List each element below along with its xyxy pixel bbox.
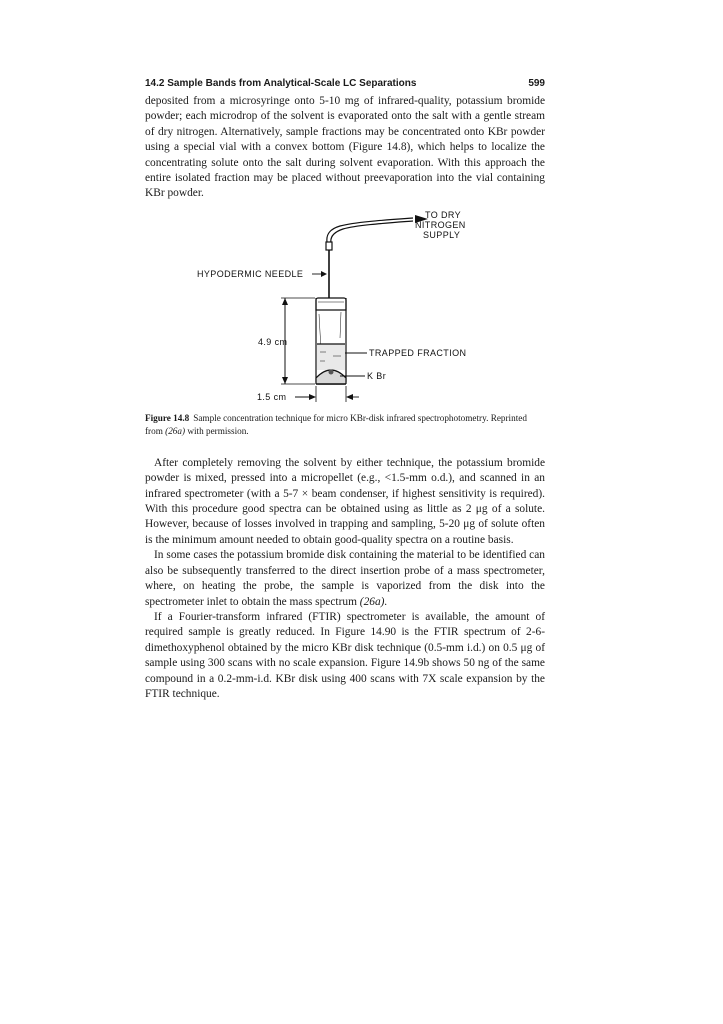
section-title: 14.2 Sample Bands from Analytical-Scale LC Separations [145, 78, 417, 89]
label-width: 1.5 cm [257, 391, 287, 402]
label-to-dry: TO DRY [425, 209, 462, 220]
paragraph-1: deposited from a microsyringe onto 5-10 mg of infrared-quality, potassium bromide powder; each microdrop of the solvent is evaporated onto the salt with a gentle stream of dry nitrogen. Alternatively, sample fractions may be concentrated onto KBr powder using a special vial with a convex bottom (Figure 14.8), which helps to localize the concentrating solute onto the salt during solvent evaporation. With this approach the entire isolated fraction may be placed without preevaporation into the vial containing KBr powder. [145, 95, 545, 200]
paragraph-3-reference: (26a). [359, 595, 388, 608]
caption-reference: (26a) [165, 425, 186, 436]
paragraph-2: After completely removing the solvent by either technique, the potassium bromide powder is mixed, pressed into a micropellet (e.g., <1.5-mm o.d.), and scanned in an infrared spectrometer (with a 5-7 × beam condenser, if highest sensitivity is required). With this procedure good spectra can be obtained using as little as 2 μg of a solute. However, because of losses involved in trapping and sampling, 5-20 μg of solute often is the minimum amount needed to obtain good-quality spectra on a routine basis. [145, 456, 545, 546]
trapped-fraction [317, 344, 345, 370]
kbr-powder [329, 369, 334, 374]
label-hypodermic-needle: HYPODERMIC NEEDLE [197, 268, 304, 279]
figure-caption [145, 412, 545, 438]
page [145, 78, 545, 702]
running-head [145, 78, 545, 89]
caption-tail: with permission. [185, 425, 249, 436]
label-supply: SUPPLY [423, 229, 461, 240]
label-nitrogen: NITROGEN [415, 219, 466, 230]
label-kbr: K Br [367, 370, 387, 381]
needle-hub [326, 242, 332, 250]
figure-14-8 [145, 210, 545, 408]
paragraph-3-text: In some cases the potassium bromide disk containing the material to be identified can also be subsequently transferred to the direct insertion probe of a mass spectrometer, where, on heating the probe, the sample is vaporized from the disk into the spectrometer inlet to obtain the mass spectrum [145, 549, 545, 608]
paragraph-4: If a Fourier-transform infrared (FTIR) spectrometer is available, the amount of required sample is greatly reduced. In Figure 14.90 is the FTIR spectrum of 2-6-dimethoxyphenol obtained by the micro KBr disk technique (0.5-mm i.d.) on 0.5 μg of sample using 300 scans with no scale expansion. Figure 14.9b shows 50 ng of the same compound in a 0.2-mm-i.d. KBr disk using 400 scans with 7X scale expansion by the FTIR technique. [145, 610, 545, 700]
caption-text: Sample concentration technique for micro KBr-disk infrared spectrophotometry. Reprinted from [145, 412, 527, 436]
label-height: 4.9 cm [258, 336, 288, 347]
paragraph-3 [145, 548, 545, 610]
page-number: 599 [528, 78, 545, 89]
label-trapped-fraction: TRAPPED FRACTION [369, 347, 467, 358]
caption-number: Figure 14.8 [145, 412, 190, 423]
apparatus-diagram [145, 210, 545, 408]
